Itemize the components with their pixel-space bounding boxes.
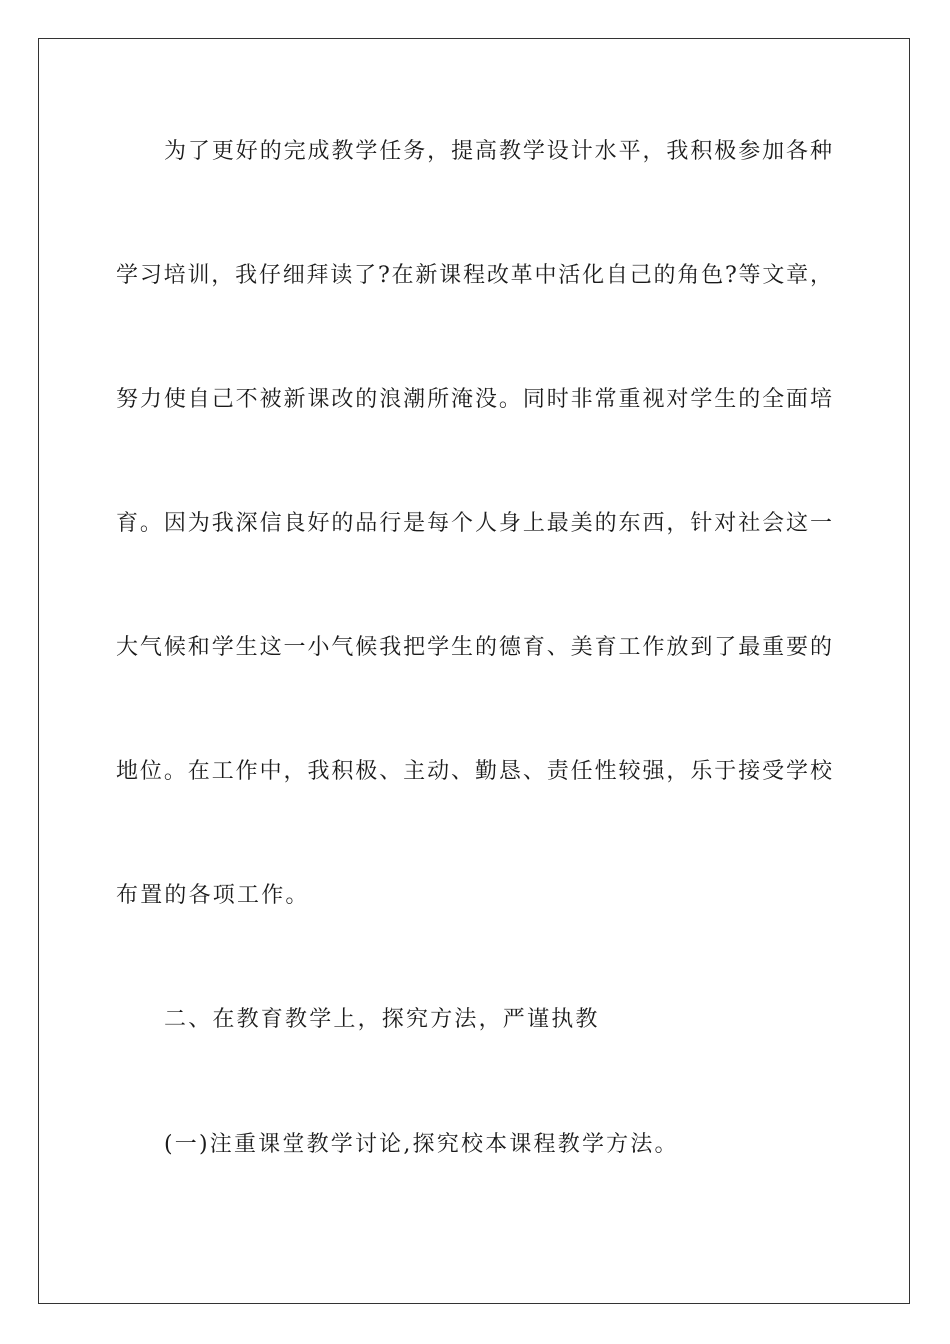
paragraph-line: 地位。在工作中，我积极、主动、勤恳、责任性较强，乐于接受学校 xyxy=(116,759,832,784)
section-heading: 二、在教育教学上，探究方法，严谨执教 xyxy=(164,1007,600,1032)
paragraph-line: 努力使自己不被新课改的浪潮所淹没。同时非常重视对学生的全面培 xyxy=(116,387,832,412)
page-border xyxy=(38,38,910,1304)
subsection-heading: (一)注重课堂教学讨论,探究校本课程教学方法。 xyxy=(164,1132,679,1157)
paragraph-line: 为了更好的完成教学任务，提高教学设计水平，我积极参加各种 xyxy=(164,139,832,164)
paragraph-line: 布置的各项工作。 xyxy=(116,883,310,908)
paragraph-line: 大气候和学生这一小气候我把学生的德育、美育工作放到了最重要的 xyxy=(116,635,832,660)
paragraph-line: 育。因为我深信良好的品行是每个人身上最美的东西，针对社会这一 xyxy=(116,511,832,536)
paragraph-line: 学习培训，我仔细拜读了?在新课程改革中活化自己的角色?等文章， xyxy=(116,263,832,288)
